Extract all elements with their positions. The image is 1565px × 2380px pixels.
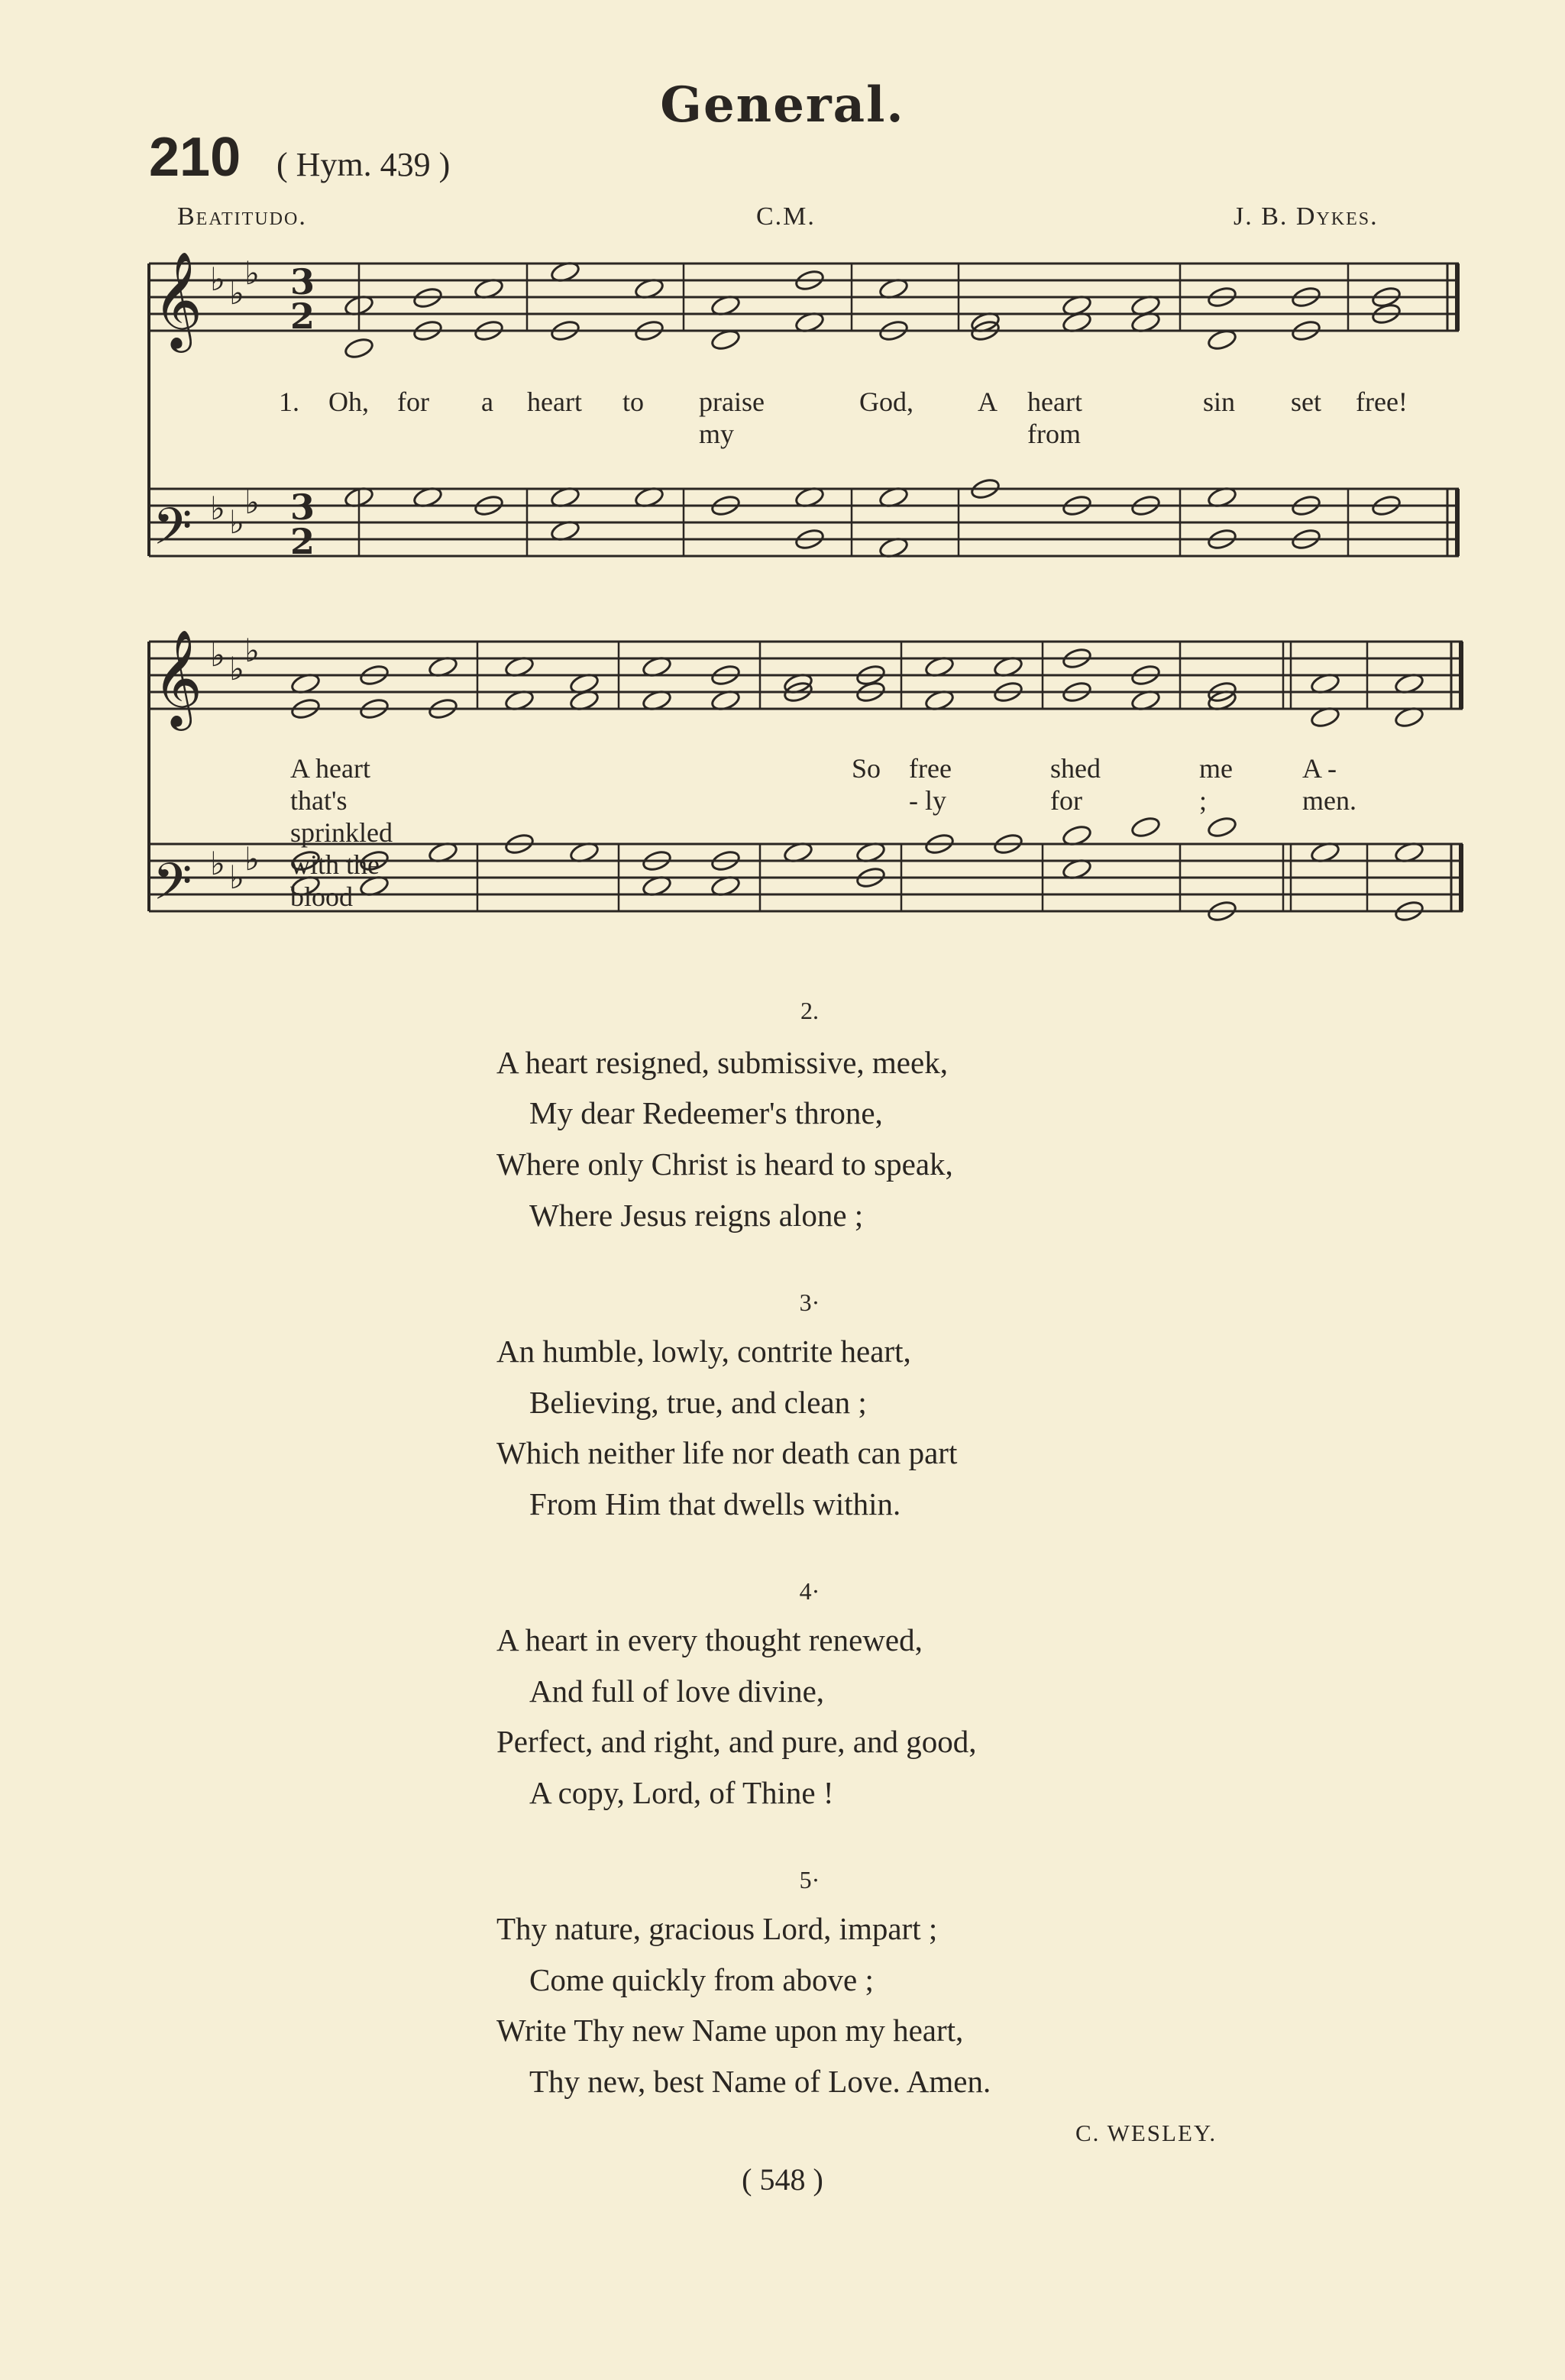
treble-clef-icon: 𝄞 — [153, 251, 203, 348]
notes-system-2 — [290, 646, 1425, 923]
svg-text:♭: ♭ — [210, 260, 225, 298]
svg-text:♭: ♭ — [229, 650, 244, 687]
composer: J. B. Dykes. — [1234, 202, 1379, 231]
lyric-word: for — [397, 386, 429, 417]
verse-line: And full of love divine, — [529, 1673, 825, 1709]
section-title: General. — [660, 76, 905, 134]
meter: C.M. — [756, 202, 816, 231]
lyric-word: A — [978, 386, 998, 417]
lyric-word: So — [852, 753, 881, 784]
lyric-word: set — [1291, 386, 1321, 417]
bass-clef-icon: 𝄢 — [153, 497, 192, 568]
lyric-word: a — [481, 386, 493, 417]
page-number: ( 548 ) — [742, 2162, 823, 2197]
hymn-number: 210 — [149, 127, 241, 188]
verse-line: Thy nature, gracious Lord, impart ; — [496, 1911, 938, 1946]
svg-text:3: 3 — [290, 487, 315, 528]
svg-text:3: 3 — [290, 261, 315, 302]
treble-clef-icon: 𝄞 — [153, 629, 203, 726]
svg-text:♭: ♭ — [210, 636, 225, 674]
verse-line: A heart in every thought renewed, — [496, 1622, 923, 1657]
svg-text:♭: ♭ — [210, 845, 225, 882]
lyric-word: A heart that's sprinkled with the blood — [290, 753, 393, 912]
lyric-word: 1. — [279, 386, 299, 417]
svg-text:♭: ♭ — [244, 254, 260, 292]
verse-line: Write Thy new Name upon my heart, — [496, 2013, 964, 2048]
lyric-word: Oh, — [328, 386, 369, 417]
svg-text:♭: ♭ — [244, 483, 260, 521]
verse-line: Perfect, and right, and pure, and good, — [496, 1724, 977, 1759]
lyric-word: sin — [1203, 386, 1236, 417]
lyric-word: to — [622, 386, 645, 417]
verse-line: From Him that dwells within. — [529, 1486, 901, 1521]
verse-line: Believing, true, and clean ; — [529, 1385, 867, 1420]
lyric-word: A - men. — [1302, 753, 1356, 816]
svg-text:♭: ♭ — [244, 840, 260, 878]
verse-line: Come quickly from above ; — [529, 1962, 874, 1997]
verse-number: 5· — [799, 1866, 820, 1893]
author: C. WESLEY. — [1075, 2120, 1217, 2146]
lyric-word: heart — [527, 386, 582, 417]
verse-line: Where only Christ is heard to speak, — [496, 1146, 953, 1182]
svg-text:♭: ♭ — [229, 503, 244, 541]
verse-number: 3· — [799, 1289, 820, 1316]
verse-number: 4· — [799, 1577, 820, 1605]
hymn-reference: ( Hym. 439 ) — [276, 146, 451, 183]
lyric-word: praise my — [699, 386, 765, 449]
verse-line: An humble, lowly, contrite heart, — [496, 1334, 911, 1369]
svg-text:2: 2 — [290, 296, 315, 337]
verse-line: A copy, Lord, of Thine ! — [529, 1775, 834, 1810]
verse-line: Where Jesus reigns alone ; — [529, 1198, 864, 1233]
lyric-word: free - ly — [909, 753, 952, 816]
verse-number: 2. — [800, 997, 819, 1024]
svg-text:♭: ♭ — [229, 274, 244, 312]
verse-line: A heart resigned, submissive, meek, — [496, 1045, 948, 1080]
verse-line: Which neither life nor death can part — [496, 1435, 958, 1470]
svg-text:♭: ♭ — [244, 632, 260, 669]
tune-name: Beatitudo. — [177, 202, 307, 231]
lyric-word: me ; — [1199, 753, 1233, 816]
svg-text:♭: ♭ — [229, 859, 244, 896]
svg-text:2: 2 — [290, 521, 315, 562]
bass-clef-icon: 𝄢 — [153, 852, 192, 923]
lyric-word: free! — [1356, 386, 1408, 417]
lyric-word: God, — [859, 386, 913, 417]
lyric-word: heart from — [1027, 386, 1082, 449]
verse-line: Thy new, best Name of Love. Amen. — [529, 2064, 991, 2099]
verse-line: My dear Redeemer's throne, — [529, 1095, 883, 1130]
lyric-word: shed for — [1050, 753, 1101, 816]
svg-text:♭: ♭ — [210, 490, 225, 527]
